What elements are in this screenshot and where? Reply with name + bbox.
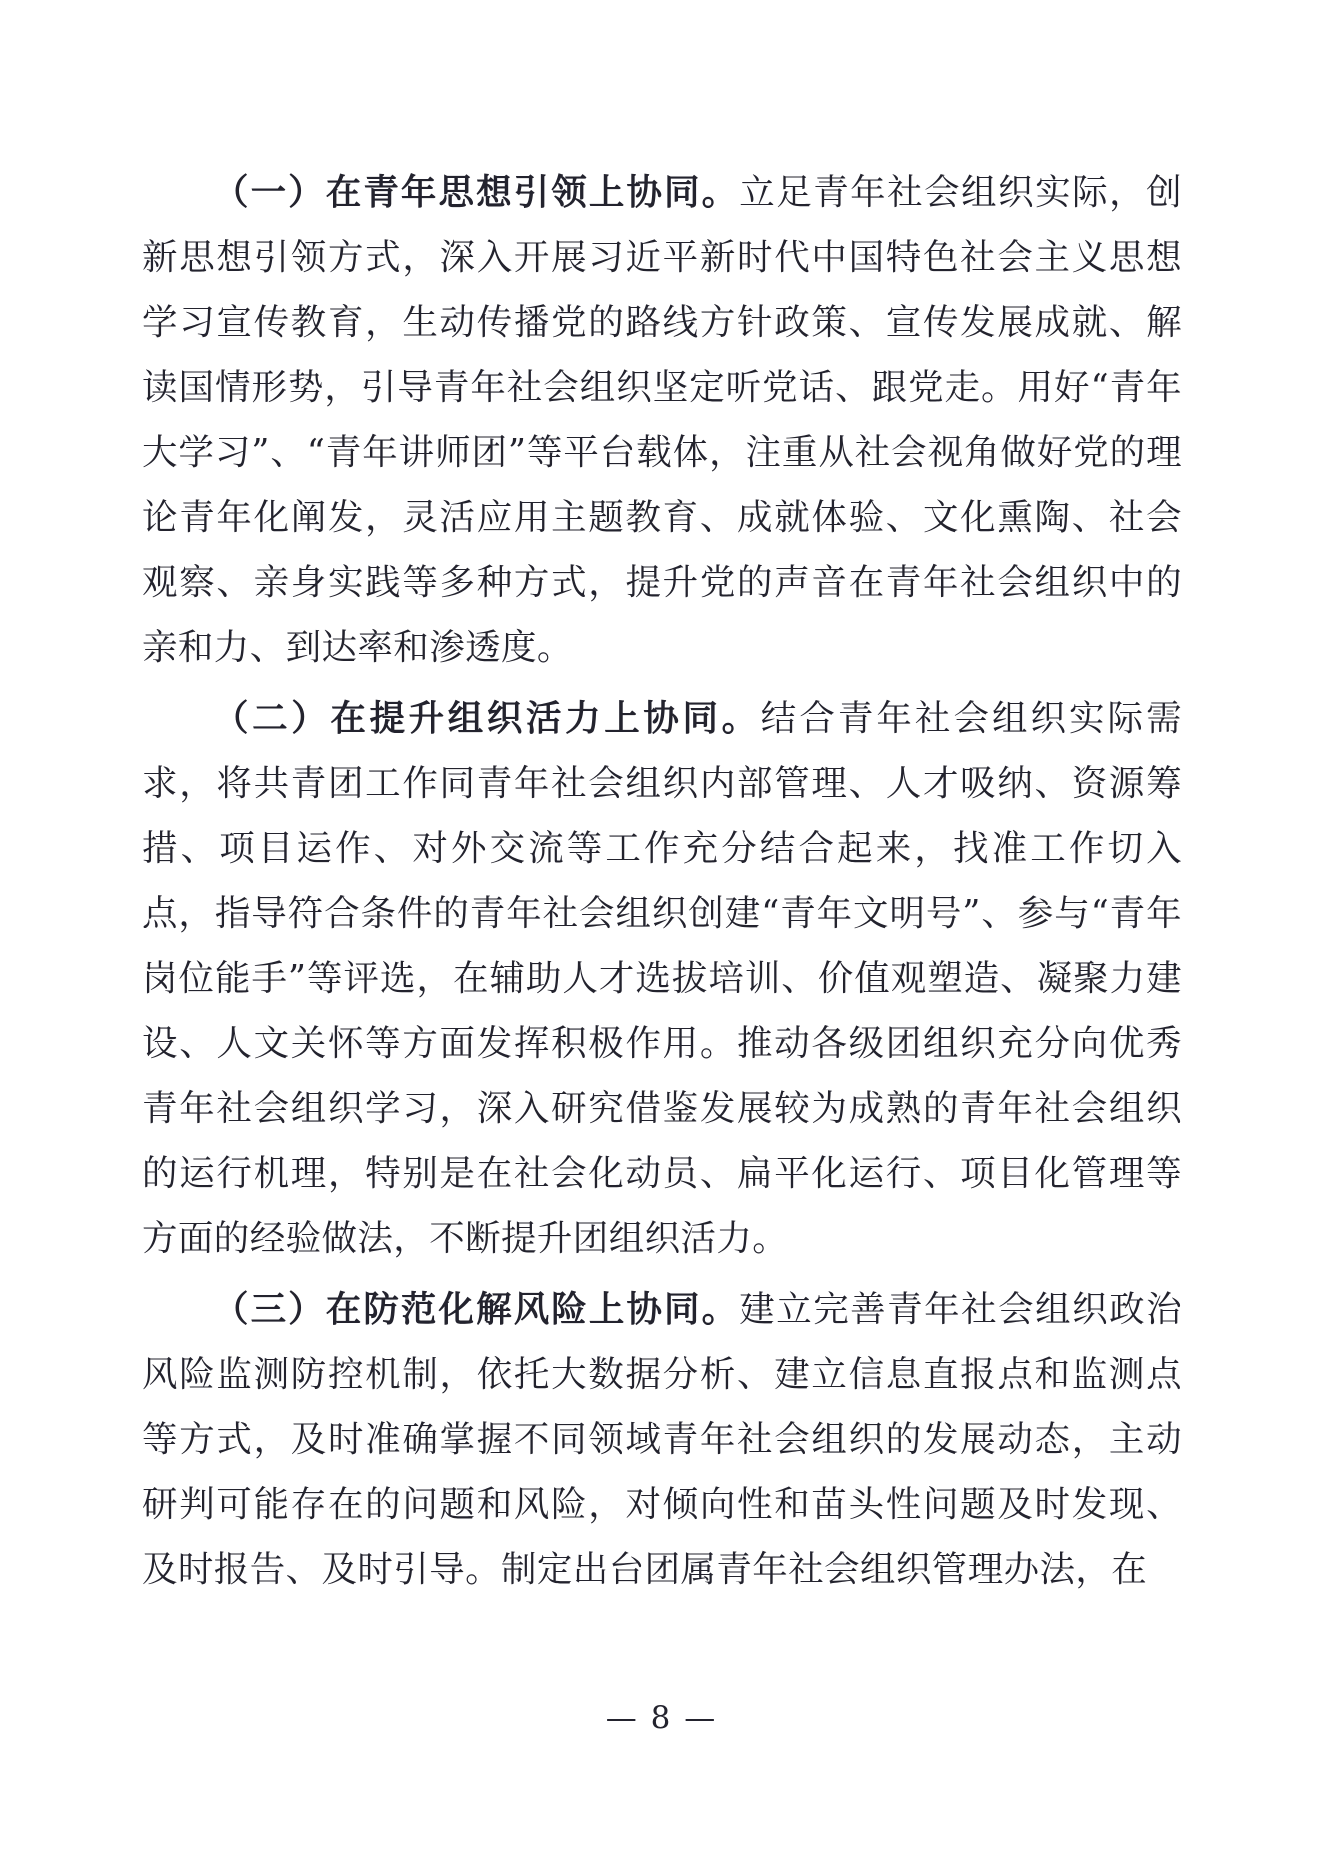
paragraph-3-body: 建立完善青年社会组织政治风险监测防控机制，依托大数据分析、建立信息直报点和监测点等方式，及时准确掌握不同领域青年社会组织的发展动态，主动研判可能存在的问题和风险，对倾向性和苗头性问题及时发现、及时报告、及时引导。制定出台团属青年社会组织管理办法，在 — [142, 1289, 1182, 1590]
paragraph-1-body: 立足青年社会组织实际，创新思想引领方式，深入开展习近平新时代中国特色社会主义思想学习宣传教育，生动传播党的路线方针政策、宣传发展成就、解读国情形势，引导青年社会组织坚定听党话、跟党走。用好“青年大学习”、“青年讲师团”等平台载体，注重从社会视角做好党的理论青年化阐发，灵活应用主题教育、成就体验、文化熏陶、社会观察、亲身实践等多种方式，提升党的声音在青年社会组织中的亲和力、到达率和渗透度。 — [142, 172, 1182, 668]
page-number: — 8 — — [605, 1700, 718, 1736]
page-body — [142, 160, 1182, 1608]
paragraph-2-lead: （二）在提升组织活力上协同。 — [213, 698, 761, 739]
paragraph-2 — [142, 686, 1182, 1271]
paragraph-1 — [142, 160, 1182, 680]
paragraph-3 — [142, 1277, 1182, 1602]
paragraph-3-lead: （三）在防范化解风险上协同。 — [213, 1289, 740, 1330]
paragraph-1-lead: （一）在青年思想引领上协同。 — [213, 172, 740, 213]
paragraph-2-body: 结合青年社会组织实际需求，将共青团工作同青年社会组织内部管理、人才吸纳、资源筹措、项目运作、对外交流等工作充分结合起来，找准工作切入点，指导符合条件的青年社会组织创建“青年文明号”、参与“青年岗位能手”等评选，在辅助人才选拔培训、价值观塑造、凝聚力建设、人文关怀等方面发挥积极作用。推动各级团组织充分向优秀青年社会组织学习，深入研究借鉴发展较为成熟的青年社会组织的运行机理，特别是在社会化动员、扁平化运行、项目化管理等方面的经验做法，不断提升团组织活力。 — [142, 698, 1182, 1259]
